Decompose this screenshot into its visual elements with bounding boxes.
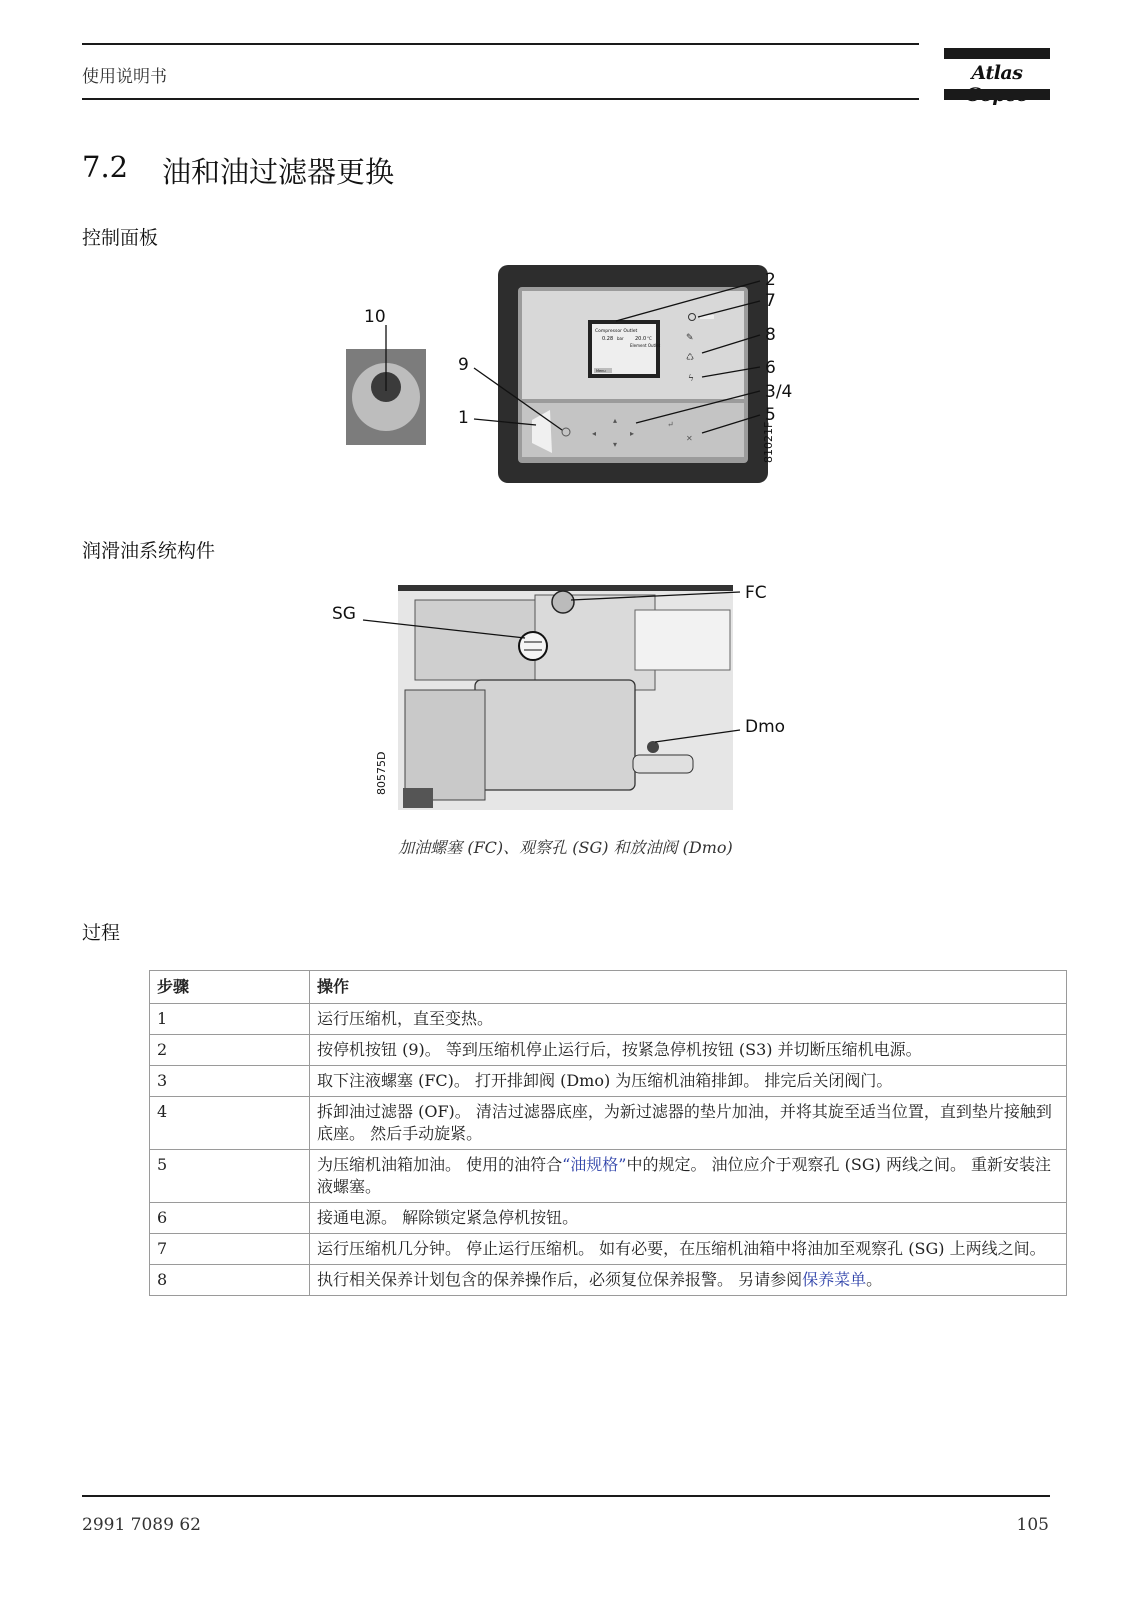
table-row	[150, 1035, 1067, 1066]
svg-text:bar: bar	[617, 336, 624, 341]
label-1: 1	[458, 408, 469, 428]
label-7: 7	[765, 291, 776, 311]
label-5: 5	[765, 405, 776, 425]
table-row	[150, 1265, 1067, 1296]
step-action: 为压缩机油箱加油。 使用的油符合“油规格”中的规定。 油位应介于观察孔 (SG) 两线之间。 重新安装注液螺塞。	[310, 1150, 1067, 1203]
table-row	[150, 1234, 1067, 1265]
label-6: 6	[765, 358, 776, 378]
label-dmo: Dmo	[745, 717, 786, 737]
svg-text:20.0: 20.0	[635, 336, 647, 342]
fill-cap-fc	[552, 591, 574, 613]
svg-text:Element Outlet: Element Outlet	[630, 343, 661, 348]
step-action: 运行压缩机几分钟。 停止运行压缩机。 如有必要，在压缩机油箱中将油加至观察孔 (SG) 上两线之间。	[310, 1234, 1067, 1265]
label-fc: FC	[745, 583, 767, 603]
step-number: 8	[150, 1265, 310, 1296]
oil-spec-link[interactable]: “油规格”	[562, 1155, 627, 1174]
step-number: 7	[150, 1234, 310, 1265]
step-number: 3	[150, 1066, 310, 1097]
section-number: 7.2	[82, 150, 129, 184]
subheading-control-panel: 控制面板	[82, 227, 159, 249]
step-action: 取下注液螺塞 (FC)。 打开排卸阀 (Dmo) 为压缩机油箱排卸。 排完后关闭阀门。	[310, 1066, 1067, 1097]
escape-icon: ✕	[686, 434, 693, 443]
svg-text:0.28: 0.28	[602, 336, 614, 342]
label-2: 2	[765, 270, 776, 290]
table-row	[150, 1004, 1067, 1035]
recycle-icon: ♺	[686, 353, 695, 363]
footer-rule	[82, 1495, 1050, 1497]
label-sg: SG	[332, 604, 356, 624]
figure1-code: 81021F	[762, 421, 775, 463]
label-10: 10	[364, 307, 386, 327]
document-title: 使用说明书	[82, 67, 167, 87]
step-number: 6	[150, 1203, 310, 1234]
step-action: 接通电源。 解除锁定紧急停机按钮。	[310, 1203, 1067, 1234]
down-arrow-icon: ▾	[613, 440, 618, 449]
document-number: 2991 7089 62	[82, 1515, 201, 1535]
step-action: 运行压缩机，直至变热。	[310, 1004, 1067, 1035]
procedure-table	[149, 970, 1067, 1296]
lightning-icon: ϟ	[688, 374, 694, 384]
table-header-row	[150, 971, 1067, 1004]
svg-text:Menu: Menu	[596, 369, 606, 373]
right-arrow-icon: ▸	[630, 429, 635, 438]
table-row	[150, 1150, 1067, 1203]
header-bottom-rule	[82, 98, 919, 100]
step-number: 1	[150, 1004, 310, 1035]
oil-tank	[475, 680, 635, 790]
control-panel-figure	[340, 265, 810, 495]
figure2-code: 80575D	[375, 751, 388, 795]
enter-icon: ↵	[667, 420, 674, 429]
drain-valve-dmo	[633, 755, 693, 773]
table-row	[150, 1203, 1067, 1234]
section-title: 油和油过滤器更换	[162, 155, 395, 189]
subheading-lubrication: 润滑油系统构件	[82, 540, 216, 562]
label-9: 9	[458, 355, 469, 375]
step-number: 2	[150, 1035, 310, 1066]
table-row	[150, 1097, 1067, 1150]
svg-text:°C: °C	[647, 336, 652, 341]
wrench-icon: ✎	[686, 333, 694, 343]
step-action: 拆卸油过滤器 (OF)。 清洁过滤器底座，为新过滤器的垫片加油，并将其旋至适当位置，直到垫片接触到底座。 然后手动旋紧。	[310, 1097, 1067, 1150]
column-header-action: 操作	[310, 971, 1067, 1004]
atlas-copco-logo: Atlas	[944, 48, 1050, 100]
label-3-4: 3/4	[765, 382, 793, 402]
lubrication-figure	[332, 580, 805, 820]
figure-caption: 加油螺塞 (FC)、观察孔 (SG) 和放油阀 (Dmo)	[398, 838, 733, 857]
step-number: 5	[150, 1150, 310, 1203]
subheading-procedure: 过程	[82, 922, 121, 944]
column-header-step: 步骤	[150, 971, 310, 1004]
table-row	[150, 1066, 1067, 1097]
left-arrow-icon: ◂	[592, 429, 597, 438]
label-8: 8	[765, 325, 776, 345]
header-top-rule	[82, 43, 919, 45]
step-number: 4	[150, 1097, 310, 1150]
step-action: 按停机按钮 (9)。 等到压缩机停止运行后，按紧急停机按钮 (S3) 并切断压缩机电源。	[310, 1035, 1067, 1066]
step-action: 执行相关保养计划包含的保养操作后，必须复位保养报警。 另请参阅保养菜单。	[310, 1265, 1067, 1296]
svg-text:Compressor Outlet: Compressor Outlet	[595, 329, 638, 334]
sight-glass-sg	[519, 632, 547, 660]
page-number: 105	[1016, 1515, 1049, 1535]
maintenance-menu-link[interactable]: 保养菜单	[802, 1270, 867, 1289]
up-arrow-icon: ▴	[613, 416, 618, 425]
